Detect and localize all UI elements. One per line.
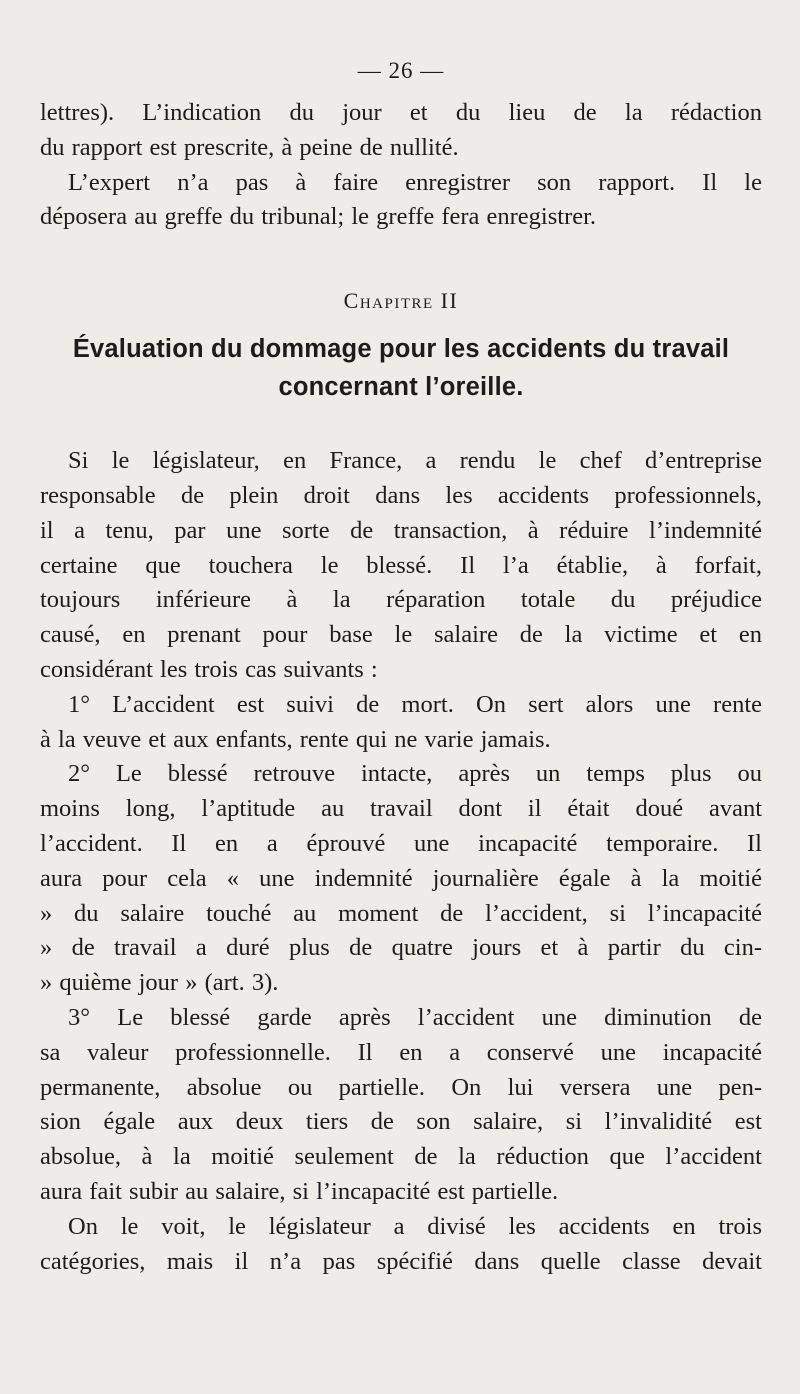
text-line: certaine que touchera le blessé. Il l’a établie, à forfait,: [40, 551, 762, 579]
paragraph-intro: [40, 444, 762, 688]
text-line: » de travail a duré plus de quatre jours et à partir du cin-: [40, 934, 762, 962]
text-line: déposera au greffe du tribunal; le greffe fera enregistrer.: [40, 203, 597, 231]
text-line: sa valeur professionnelle. Il en a conservé une incapacité: [40, 1038, 762, 1066]
chapter-heading: Chapitre II: [343, 288, 459, 314]
text-line: causé, en prenant pour base le salaire de la victime et en: [40, 621, 762, 649]
text-line: » quième jour » (art. 3).: [40, 969, 279, 997]
text-line: responsable de plein droit dans les accidents professionnels,: [40, 481, 762, 509]
text-line: catégories, mais il n’a pas spécifié dans quelle classe devait: [40, 1247, 762, 1275]
text-line: absolue, à la moitié seulement de la réduction que l’accident: [40, 1143, 762, 1171]
text-line: aura fait subir au salaire, si l’incapacité est partielle.: [40, 1177, 559, 1205]
text-line: 2° Le blessé retrouve intacte, après un temps plus ou: [68, 760, 762, 788]
text-line: On le voit, le législateur a divisé les accidents en trois: [68, 1212, 762, 1240]
paragraph-case-1: [40, 688, 762, 758]
text-line: moins long, l’aptitude au travail dont il était doué avant: [40, 795, 762, 823]
text-line: à la veuve et aux enfants, rente qui ne varie jamais.: [40, 725, 551, 753]
text-line: sion égale aux deux tiers de son salaire, si l’invalidité est: [40, 1108, 762, 1136]
text-line: lettres). L’indication du jour et du lieu de la rédaction: [40, 99, 762, 126]
paragraph-conclusion: [40, 1210, 762, 1280]
chapter-title-line: Évaluation du dommage pour les accidents du travail: [72, 335, 730, 364]
text-line: considérant les trois cas suivants :: [40, 655, 378, 683]
text-line: l’accident. Il en a éprouvé une incapacité temporaire. Il: [40, 829, 762, 857]
text-line: 3° Le blessé garde après l’accident une diminution de: [68, 1003, 762, 1031]
text-line: 1° L’accident est suivi de mort. On sert alors une rente: [68, 690, 762, 718]
page-number: — 26 —: [357, 58, 445, 83]
text-line: il a tenu, par une sorte de transaction, à réduire l’indemnité: [40, 516, 762, 544]
text-line: toujours inférieure à la réparation totale du préjudice: [40, 586, 762, 614]
text-line: aura pour cela « une indemnité journalière égale à la moitié: [40, 864, 762, 892]
text-line: Si le législateur, en France, a rendu le chef d’entreprise: [68, 447, 762, 475]
text-line: L’expert n’a pas à faire enregistrer son rapport. Il le: [68, 168, 762, 196]
chapter-title-line: concernant l’oreille.: [278, 373, 524, 402]
text-line: permanente, absolue ou partielle. On lui versera une pen-: [40, 1073, 762, 1101]
paragraph-case-2: [40, 757, 762, 1001]
paragraph-case-3: [40, 1001, 762, 1210]
chapter-title: [40, 330, 762, 406]
text-line: du rapport est prescrite, à peine de nullité.: [40, 133, 459, 161]
paragraph-continuation: [40, 96, 762, 166]
text-line: » du salaire touché au moment de l’accident, si l’incapacité: [40, 899, 762, 927]
paragraph-expert: [40, 166, 762, 236]
